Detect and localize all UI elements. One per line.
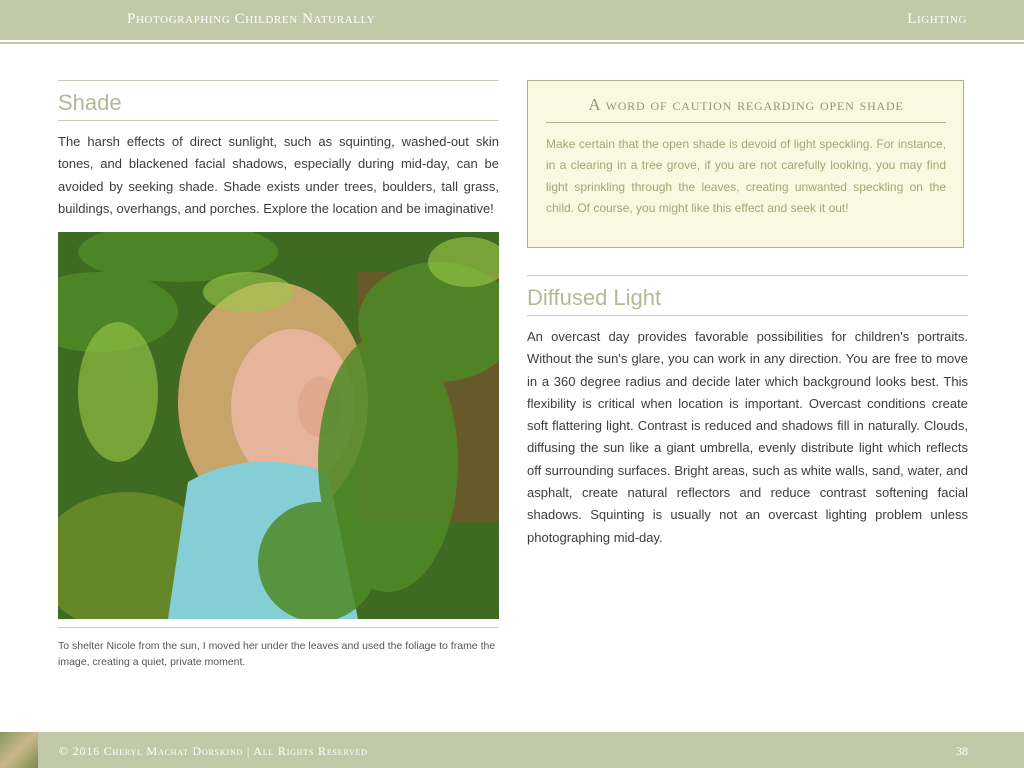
shade-bottom-rule [58, 120, 499, 121]
caption-rule [58, 627, 499, 628]
photo-illustration [58, 232, 499, 619]
diffused-body: An overcast day provides favorable possibilities for children's portraits. Without the sun's glare, you can work in any direction. You are free to move in a 360 degree radius and decide later which background looks best. This flexibility is critical when location is important. Overcast conditions create soft flattering light. Contrast is reduced and shadows fill in naturally. Clouds, diffusing the sun like a giant umbrella, evenly distribute light which reflects off surrounding surfaces. Bright areas, such as white walls, sand, water, and asphalt, create natural reflectors and reduce contrast softening facial shadows. Squinting is usually not an overcast lighting problem unless photographing mid-day. [527, 329, 968, 545]
footer-thumbnail-image [0, 732, 38, 768]
diffused-light-section [527, 275, 968, 549]
photo-caption: To shelter Nicole from the sun, I moved her under the leaves and used the foliage to frame the image, creating a quiet, private moment. [58, 640, 496, 669]
right-column [527, 80, 968, 549]
chapter-title: Lighting [907, 11, 967, 27]
header-bar [0, 0, 1024, 40]
shade-body: The harsh effects of direct sunlight, such as squinting, washed-out skin tones, and blackened facial shadows, especially during mid-day, can be avoided by seeking shade. Shade exists under trees, boulders, tall grass, buildings, overhangs, and porches. Explore the location and be imaginative! [58, 134, 499, 216]
header-divider [0, 42, 1024, 44]
diffused-heading: Diffused Light [527, 285, 662, 310]
caution-body: Make certain that the open shade is devoid of light speckling. For instance, in a clearing in a tree grove, if you are not carefully looking, you may find light sprinkling through the leaves, creating unwanted speckling on the child. Of course, you might like this effect and seek it out! [546, 137, 946, 215]
child-under-leaves-photo [58, 232, 499, 619]
diffused-bottom-rule [527, 315, 968, 316]
page-number: 38 [956, 744, 968, 758]
book-title: Photographing Children Naturally [127, 11, 376, 27]
caution-callout [527, 80, 964, 248]
caution-divider [546, 122, 946, 123]
shade-heading: Shade [58, 90, 122, 115]
left-column [58, 80, 499, 670]
footer-bar [0, 732, 1024, 768]
copyright-notice: © 2016 Cheryl Machat Dorskind | All Rights Reserved [59, 744, 368, 758]
caution-title: A word of caution regarding open shade [588, 95, 904, 114]
